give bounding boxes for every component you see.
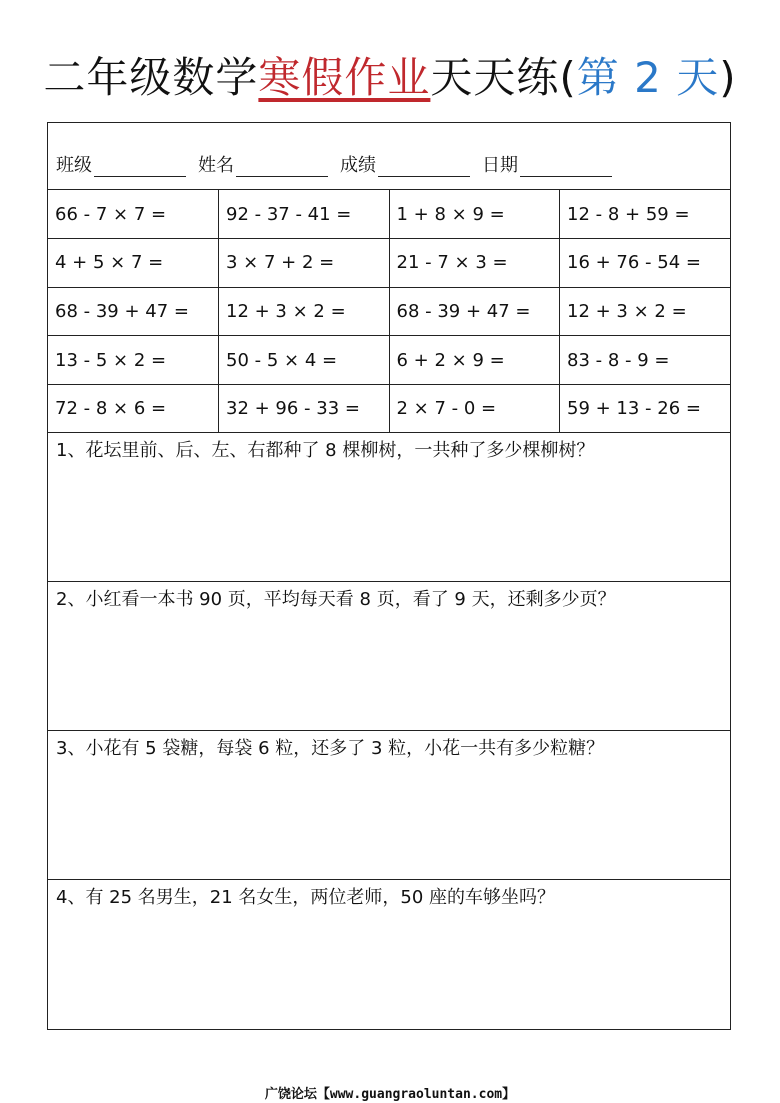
- calc-cell: 12 + 3 × 2 =: [560, 287, 731, 336]
- footer: [0, 1083, 780, 1102]
- title-day: 第 2 天: [576, 53, 720, 102]
- calc-cell: 13 - 5 × 2 =: [48, 336, 219, 385]
- footer-site-name: 广饶论坛: [264, 1087, 317, 1102]
- calc-cell: 16 + 76 - 54 =: [560, 239, 731, 288]
- table-row: [48, 336, 730, 385]
- table-row: [48, 287, 730, 336]
- calc-cell: 32 + 96 - 33 =: [219, 384, 390, 433]
- calc-cell: 68 - 39 + 47 =: [389, 287, 560, 336]
- footer-url[interactable]: 【www.guangraoluntan.com】: [316, 1087, 516, 1102]
- word-problem-4: 4、有 25 名男生，21 名女生，两位老师，50 座的车够坐吗？: [56, 887, 556, 909]
- word-problem-3: 3、小花有 5 袋糖，每袋 6 粒，还多了 3 粒，小花一共有多少粒糖？: [48, 731, 730, 880]
- calc-cell: 59 + 13 - 26 =: [560, 384, 731, 433]
- calc-cell: 66 - 7 × 7 =: [48, 190, 219, 239]
- word-problem-1: 1、花坛里前、后、左、右都种了 8 棵柳树，一共种了多少棵柳树？: [48, 433, 730, 582]
- title-close: ): [719, 53, 737, 102]
- student-info-row: [48, 123, 730, 190]
- calc-cell: 92 - 37 - 41 =: [219, 190, 390, 239]
- calc-cell: 50 - 5 × 4 =: [219, 336, 390, 385]
- class-blank[interactable]: [94, 156, 186, 177]
- calc-cell: 12 + 3 × 2 =: [219, 287, 390, 336]
- calc-cell: 68 - 39 + 47 =: [48, 287, 219, 336]
- score-blank[interactable]: [378, 156, 470, 177]
- date-blank[interactable]: [520, 156, 612, 177]
- calc-cell: 3 × 7 + 2 =: [219, 239, 390, 288]
- table-row: [48, 190, 730, 239]
- calc-cell: 72 - 8 × 6 =: [48, 384, 219, 433]
- calc-cell: 21 - 7 × 3 =: [389, 239, 560, 288]
- name-field: [198, 151, 328, 177]
- table-row: [48, 239, 730, 288]
- calculation-table: [48, 190, 730, 433]
- date-label: 日期: [482, 155, 518, 176]
- calc-cell: 1 + 8 × 9 =: [389, 190, 560, 239]
- calc-cell: 4 + 5 × 7 =: [48, 239, 219, 288]
- score-label: 成绩: [340, 155, 376, 176]
- score-field: [340, 151, 470, 177]
- class-label: 班级: [56, 155, 92, 176]
- calc-cell: 6 + 2 × 9 =: [389, 336, 560, 385]
- calc-cell: 2 × 7 - 0 =: [389, 384, 560, 433]
- calc-cell: 83 - 8 - 9 =: [560, 336, 731, 385]
- name-label: 姓名: [198, 155, 234, 176]
- date-field: [482, 151, 612, 177]
- title-practice: 天天练(: [430, 53, 577, 102]
- table-row: [48, 384, 730, 433]
- calc-cell: 12 - 8 + 59 =: [560, 190, 731, 239]
- worksheet: [47, 122, 731, 1030]
- title-grade: 二年级数学: [43, 53, 259, 102]
- page-title: [0, 50, 780, 106]
- title-highlight: 寒假作业: [258, 53, 431, 102]
- class-field: [56, 151, 186, 177]
- word-problem-2: 2、小红看一本书 90 页，平均每天看 8 页，看了 9 天，还剩多少页？: [48, 582, 730, 731]
- name-blank[interactable]: [236, 156, 328, 177]
